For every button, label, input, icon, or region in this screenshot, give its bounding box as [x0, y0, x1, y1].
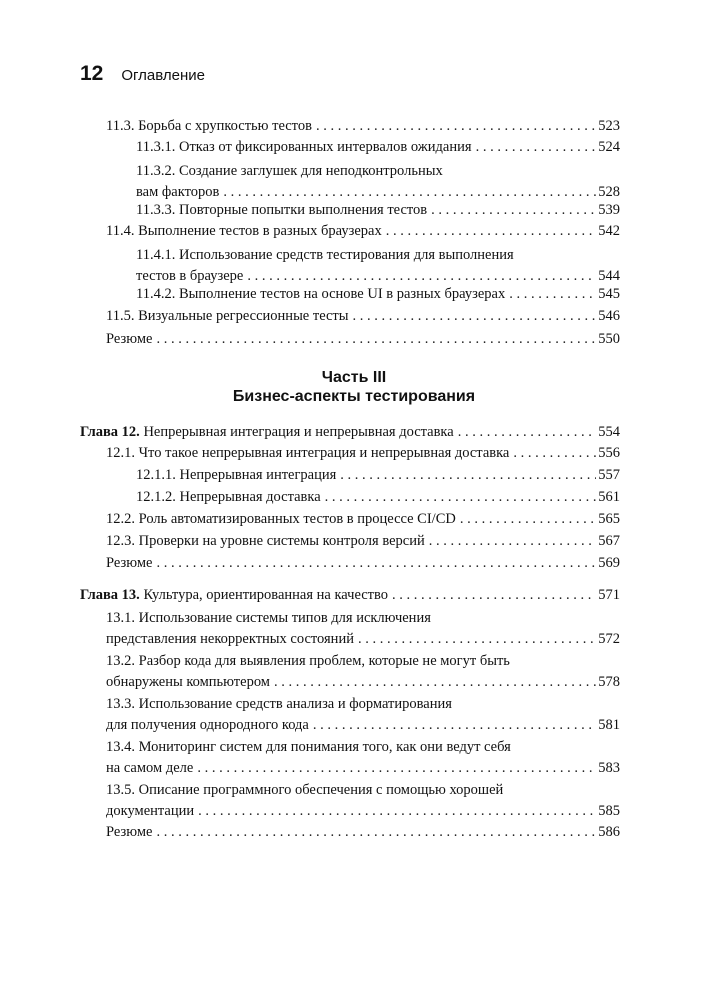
toc-chapter-entry[interactable]: Глава 13. Культура, ориентированная на качество . . . 571	[80, 585, 620, 606]
toc-entry[interactable]: 13.1. Использование системы типов для исключения представления некорректных состояний . . . 572	[106, 608, 620, 650]
page-ref: 544	[598, 268, 620, 284]
page-ref: 550	[598, 331, 620, 347]
page-ref: 565	[598, 511, 620, 527]
page-ref: 571	[598, 587, 620, 603]
page-ref: 528	[598, 184, 620, 200]
page-ref: 585	[598, 803, 620, 819]
page-ref: 523	[598, 118, 620, 134]
toc-entry[interactable]: Резюме . . . 569	[106, 553, 620, 574]
page-ref: 561	[598, 489, 620, 505]
page-ref: 556	[598, 445, 620, 461]
page-ref: 557	[598, 467, 620, 483]
toc-entry[interactable]: Резюме . . . 550	[106, 329, 620, 350]
toc-entry[interactable]: 13.2. Разбор кода для выявления проблем, которые не могут быть обнаружены компьютером . . . 578	[106, 651, 620, 693]
page-ref: 572	[598, 631, 620, 647]
toc-entry[interactable]: 12.3. Проверки на уровне системы контроля версий . . . 567	[106, 531, 620, 552]
toc-entry[interactable]: 11.3.3. Повторные попытки выполнения тестов . . . 539	[136, 200, 620, 221]
toc-entry[interactable]: 13.4. Мониторинг систем для понимания того, как они ведут себя на самом деле . . . 583	[106, 737, 620, 779]
part-title: Бизнес-аспекты тестирования	[232, 388, 476, 405]
toc-entry[interactable]: 12.2. Роль автоматизированных тестов в процессе CI/CD . . . 565	[106, 509, 620, 530]
page-ref: 586	[598, 824, 620, 840]
toc-entry[interactable]: 11.5. Визуальные регрессионные тесты . . . 546	[106, 306, 620, 327]
page-ref: 546	[598, 308, 620, 324]
page-number: 12	[80, 62, 104, 85]
running-head	[80, 62, 205, 86]
toc-entry[interactable]: 11.3.1. Отказ от фиксированных интервалов ожидания . . . 524	[136, 137, 620, 158]
toc-entry[interactable]: 13.3. Использование средств анализа и форматирования для получения однородного кода . . . 581	[106, 694, 620, 736]
page-ref: 567	[598, 533, 620, 549]
toc-entry[interactable]: 11.3.2. Создание заглушек для неподконтрольных вам факторов . . . 528	[136, 161, 620, 203]
toc-entry[interactable]: 12.1.1. Непрерывная интеграция . . . 557	[136, 465, 620, 486]
toc-entry[interactable]: 11.3. Борьба с хрупкостью тестов . . . 523	[106, 116, 620, 137]
page-ref: 542	[598, 223, 620, 239]
toc-entry[interactable]: 13.5. Описание программного обеспечения с помощью хорошей документации . . . 585	[106, 780, 620, 822]
toc-entry[interactable]: 12.1.2. Непрерывная доставка . . . 561	[136, 487, 620, 508]
page-ref: 554	[598, 424, 620, 440]
toc-entry[interactable]: 12.1. Что такое непрерывная интеграция и непрерывная доставка . . . 556	[106, 443, 620, 464]
toc-chapter-entry[interactable]: Глава 12. Непрерывная интеграция и непрерывная доставка . . . 554	[80, 422, 620, 443]
toc-entry[interactable]: 11.4.1. Использование средств тестирования для выполнения тестов в браузере . . . 544	[136, 245, 620, 287]
page-ref: 524	[598, 139, 620, 155]
page-ref: 578	[598, 674, 620, 690]
toc-entry[interactable]: Резюме . . . 586	[106, 822, 620, 843]
page-ref: 539	[598, 202, 620, 218]
page-ref: 545	[598, 286, 620, 302]
toc-entry[interactable]: 11.4.2. Выполнение тестов на основе UI в разных браузерах . . . 545	[136, 284, 620, 305]
page-ref: 581	[598, 717, 620, 733]
toc-entry[interactable]: 11.4. Выполнение тестов в разных браузерах . . . 542	[106, 221, 620, 242]
part-label: Часть III	[321, 369, 387, 386]
running-title: Оглавление	[121, 67, 205, 84]
page-ref: 569	[598, 555, 620, 571]
page-ref: 583	[598, 760, 620, 776]
